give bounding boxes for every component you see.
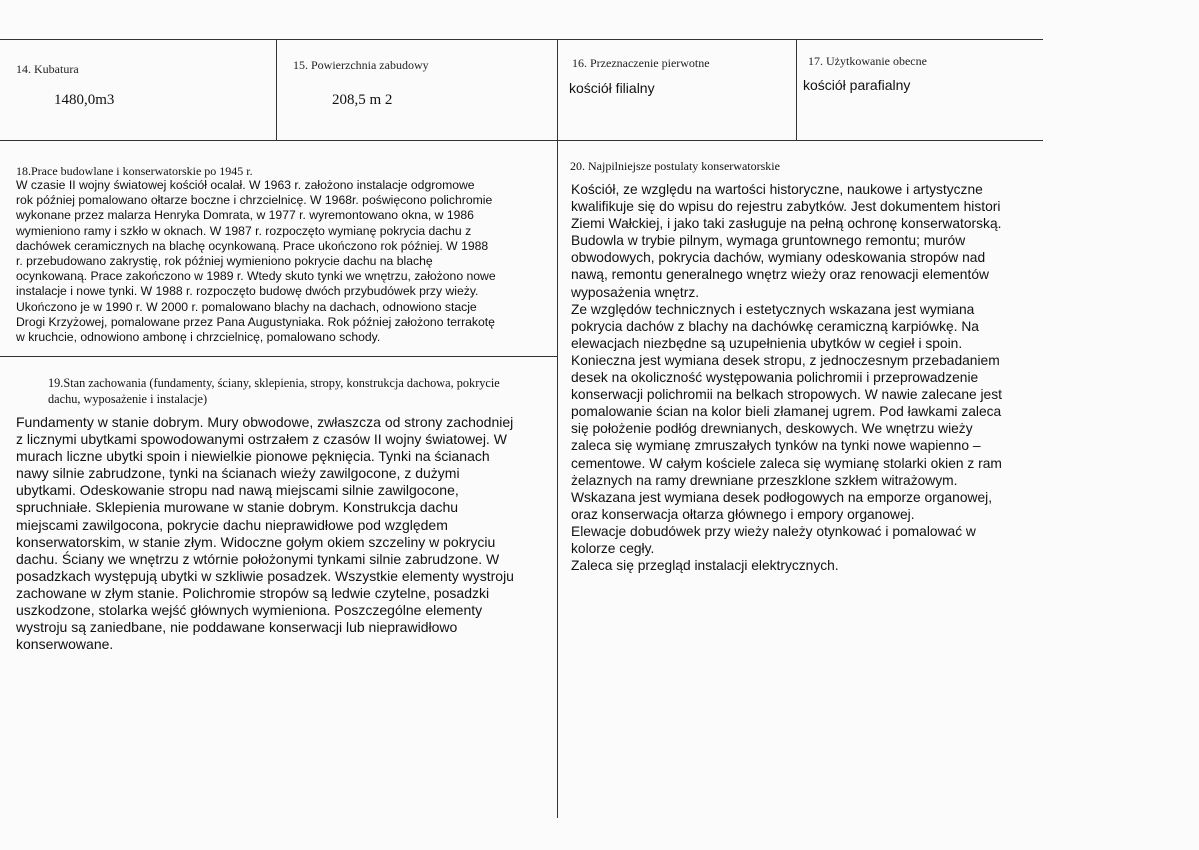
divider-16-17 [796,39,797,140]
uzytkowanie-label: 17. Użytkowanie obecne [808,54,927,68]
s19-heading-line1: 19.Stan zachowania (fundamenty, ściany, sklepienia, stropy, konstrukcja dachowa, pokrycie [48,376,500,390]
s18-text: W czasie II wojny światowej kościół ocalał. W 1963 r. założono instalacje odgromowe rok później pomalowano ołtarze boczne i chrzcielnicę. W 1968r. poświęcono polichromie wykonane przez malarza Henryka Domrata, w 1977 r. wyremontowano okna, w 1986 wymieniono ramy i szkło w oknach. W 1987 r. rozpoczęto wymianę pokrycia dachu z dachówek ceramicznych na blachę ocynkowaną. Prace ukończono rok później. W 1988 r. przebudowano zakrystię, rok później wymieniono pokrycie dachu na blachę ocynkowaną. Prace zakończono w 1989 r. Wtedy skuto tynki we wnętrzu, założono nowe instalacje i nowe tynki. W 1988 r. rozpoczęto budowę dwóch przybudówek przy wieży. Ukończono je w 1990 r. W 2000 r. pomalowano blachy na dachach, odnowiono stacje Drogi Krzyżowej, pomalowane przez Pana Augustyniaka. Rok później założono terrakotę w kruchcie, odnowiono ambonę i chrzcielnicę, pomalowano schody. [16,178,496,345]
kubatura-label: 14. Kubatura [16,62,79,76]
przeznaczenie-label: 16. Przeznaczenie pierwotne [572,56,710,70]
powierzchnia-label: 15. Powierzchnia zabudowy [293,58,429,72]
divider-14-15 [276,39,277,140]
top-border [0,39,1043,40]
s20-text: Kościół, ze względu na wartości historyczne, naukowe i artystyczne kwalifikuje się do wpisu do rejestru zabytków. Jest dokumentem histori Ziemi Wałckiej, i jako taki zasługuje na pełną ochronę konserwatorską. Budowla w trybie pilnym, wymaga gruntownego remontu; murów obwodowych, pokrycia dachów, wymiany odeskowania stropów nad nawą, remontu generalnego wnętrz wieży oraz renowacji elementów wyposażenia wnętrz. Ze względów technicznych i estetycznych wskazana jest wymiana pokrycia dachów z blachy na dachówkę ceramiczną karpiówkę. Na elewacjach niezbędne są uzupełnienia ubytków w cegieł i spoin. Konieczna jest wymiana desek stropu, z jednoczesnym przebadaniem desek na okoliczność występowania polichromii i przeprowadzenie konserwacji polichromii na belkach stropowych. W nawie zalecane jest pomalowanie ścian na kolor bieli złamanej ugrem. Pod ławkami zaleca się położenie podłóg drewnianych, deskowych. We wnętrzu wieży zaleca się wymianę zmruszałych tynków na tynki nowe wapienno – cementowe. W całym kościele zaleca się wymianę stolarki okien z ram żelaznych na ramy drewniane przeszklone szkłem witrażowym. Wskazana jest wymiana desek podłogowych na emporze organowej, oraz konserwacja ołtarza głównego i empory organowej. Elewacje dobudówek przy wieży należy otynkować i pomalować w kolorze cegły. Zaleca się przegląd instalacji elektrycznych. [571,182,1002,574]
powierzchnia-value: 208,5 m 2 [332,92,393,108]
uzytkowanie-value: kościół parafialny [803,77,911,93]
s19-heading-line2: dachu, wyposażenie i instalacje) [48,392,208,406]
center-divider [557,39,558,818]
s19-heading [48,375,500,391]
row1-bottom-border [0,140,1043,141]
s18-bottom-border [0,356,557,357]
s19-text: Fundamenty w stanie dobrym. Mury obwodowe, zwłaszcza od strony zachodniej z licznymi ubytkami spowodowanymi ostrzałem z czasów II wojny światowej. W murach liczne ubytki spoin i niewielkie pionowe pęknięcia. Tynki na ścianach nawy silnie zabrudzone, tynki na ścianach wieży zawilgocone, z dużymi ubytkami. Odeskowanie stropu nad nawą miejscami silnie zawilgocone, spruchniałe. Sklepienia murowane w stanie dobrym. Konstrukcja dachu miejscami zawilgocona, pokrycie dachu nieprawidłowe pod względem konserwatorskim, w stanie złym. Widoczne gołym okiem szczeliny w pokryciu dachu. Ściany we wnętrzu z wtórnie położonymi tynkami silnie zabrudzone. W posadzkach występują ubytki w szkliwie posadzek. Wszystkie elementy wystroju zachowane w złym stanie. Polichromie stropów są ledwie czytelne, posadzki uszkodzone, stolarka wejść głównych wymieniona. Poszczególne elementy wystroju są zaniedbane, nie poddawane konserwacji lub nieprawidłowo konserwowane. [16,414,514,653]
kubatura-value: 1480,0m3 [54,92,115,108]
s20-heading: 20. Najpilniejsze postulaty konserwatorskie [570,159,780,173]
s18-heading: 18.Prace budowlane i konserwatorskie po 1945 r. [16,164,253,178]
przeznaczenie-value: kościół filialny [569,80,655,96]
